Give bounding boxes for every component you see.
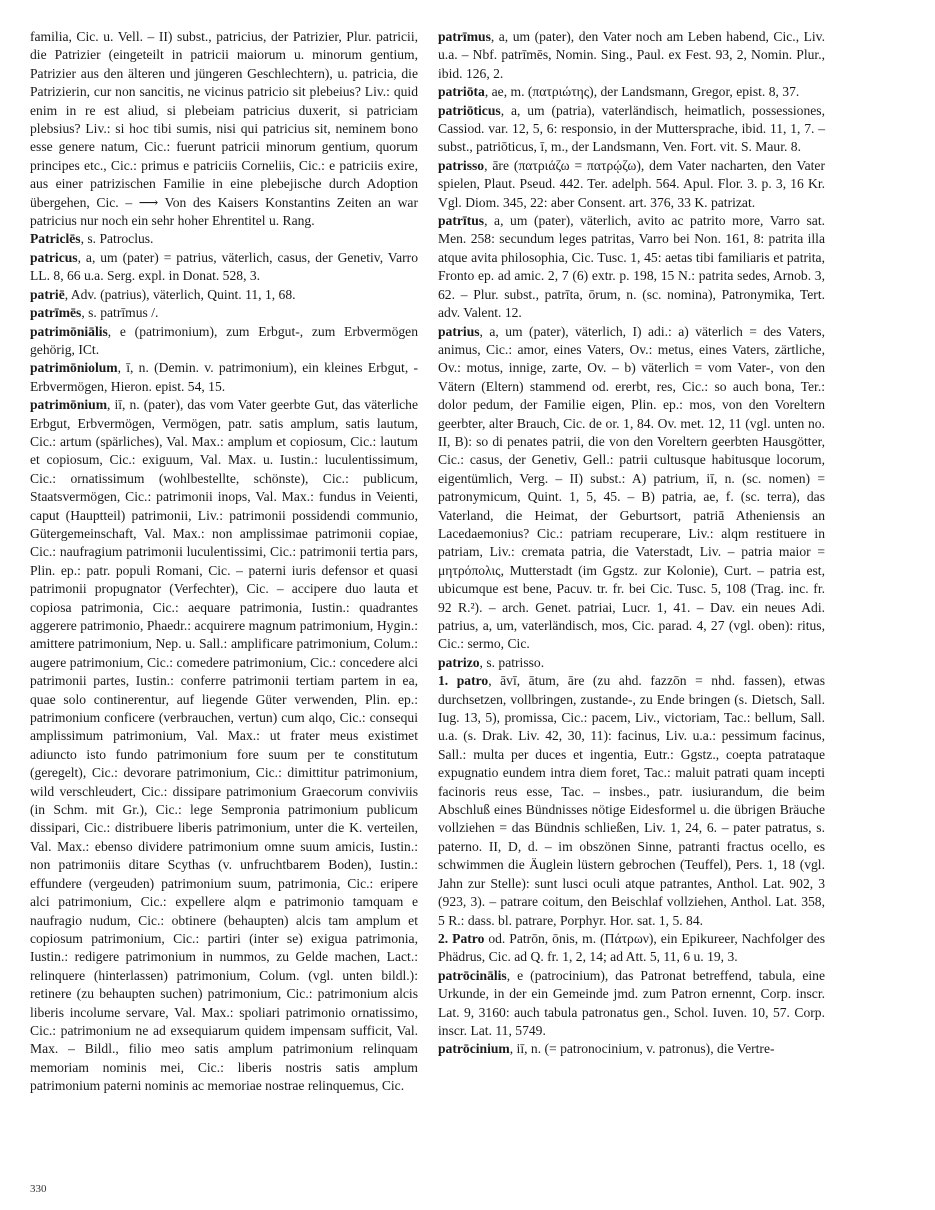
- dictionary-entry: [438, 967, 825, 1041]
- entry-text: , a, um (pater), väterlich, I) adi.: a) väterlich = des Vaters, animus, Cic.: amor, eines Vaters, Ov.: metus, eines Vaters, zärtliche, Ov.: motus, innige, zarte, Ov. – b) väterlich = vom Vater-, von den Vätern (Eltern) stammend od. ererbt, res, Cic.: so auch bona, Ter.: dolor pedum, der Familie eigen, Plin. ep.: mos, von den Voreltern geerbter, alter Brauch, Cic. de or. 1, 84. Ov. met. 12, 11 (vgl. unten no. II, B): so di penates patrii, die von den Voreltern geerbten Hausgötter, Cic.: casus, der Genetiv, Gell.: patrii cultusque habitusque locorum, eigentümlich, Verg. – II) subst.: A) patrium, iī, n. (sc. nomen) = patronymicum, Quint. 1, 5, 45. – B) patria, ae, f. (sc. terra), das Vaterland, die Heimat, der Geburtsort, patriā Atheniensis an Lacedaemonius? Cic.: patriam recuperare, Liv.: alqm restituere in patriam, Liv.: cremata patria, die Vaterstadt, Liv. – patria maior = μητρόπολις, Mutterstadt (im Ggstz. zur Kolonie), Curt. – patria est, ubicumque est bene, Pacuv. tr. fr. bei Cic. Tusc. 5, 108 (Trag. inc. fr. 92 R.²). – arch. Genet. patriai, Lucr. 1, 41. – Dav. ein neues Adi. patrius, a, um, vaterländisch, mos, Cic. parad. 4, 27 (vgl. oben): ritus, Cic.: sermo, Cic.: [438, 323, 825, 652]
- dictionary-entry: [438, 212, 825, 322]
- dictionary-entry: [438, 83, 825, 101]
- dictionary-entry: [438, 1040, 825, 1058]
- entry-text: , e (patrocinium), das Patronat betreffend, tabula, eine Urkunde, in der ein Gemeinde jmd. zum Patron ernennt, Corp. inscr. Lat. 9, 3160: auch tabula patronatus gen., Schol. Iuven. 10, 57. Corp. inscr. Lat. 11, 5749.: [438, 967, 825, 1038]
- page-number: 330: [30, 1183, 47, 1195]
- dictionary-entry: [30, 28, 418, 230]
- entry-text: , iī, n. (pater), das vom Vater geerbte Gut, das väterliche Erbgut, Erbvermögen, Vermögen, patr. satis amplum, satis lautum, Cic.: artum (spärliches), Val. Max.: amplum et copiosum, Cic.: lautum et copiosum, Cic.: exiguum, Val. Max. u. Iustin.: luculentissimum, Cic.: ornatissimum (wohlbestellte, schönste), Cic.: publicum, Staatsvermögen, Cic.: patrimonii inops, Val. Max.: fundus in Veienti, caput (Hauptteil) patrimonii, Liv.: patrimonii possidendi communio, Gütergemeinschaft, Val. Max.: non amplissimae patrimonii copiae, Cic.: naufragium patrimonii luculentissimi, Cic.: patrimonii tertia pars, Plin. ep.: patr. populi Romani, Cic. – paterni iuris defensor et quasi patrimonii propugnator (Verfechter), Cic. – accipere duo lauta et copiosa patrimonia, Cic.: aequare patrimonia, Iustin.: quadrantes aggerere patrimonio, Phaedr.: acquirere magnum patrimonium, Hygin.: amittere patrimonium, Nep. u. Sall.: amplificare patrimonium, Colum.: augere patrimonium, Cic.: comedere patrimonium, Cic.: concedere alci patrimonii partes, Iustin.: conferre patrimonii tertiam partem in ea, quae solo continerentur, auf liegende Güter verwenden, Plin. ep.: patrimonium conficere (verbrauchen, vertun) cum alqo, Cic.: consequi amplissimum patrimonium, Val. Max.: ut frater meus existimet adiuncto isto fundo patrimonium fore suum per te constitutum (geregelt), Cic.: devorare patrimonium, Cic.: dimittitur patrimonium, wild verschleudert, Cic.: dissipare patrimonium Graecorum conviviis (in Schm. mit Gr.), Cic.: lege Sempronia patrimonium publicum dissipari, Cic.: distribuere liberis patrimonium, unter die K. verteilen, Val. Max.: ebenso dividere patrimonium omne suum amicis, Iustin.: non patrimoniis ditare Scythas (v. unfruchtbarem Boden), Iustin.: effundere (vergeuden) patrimonium suum, patrimonia, Cic.: eripere alci patrimonium, Cic.: expellere alqm e patrimonio tamquam e naufragio nudum, Cic.: obtinere (behaupten) alcis tam amplum et copiosum patrimonium, Cic.: partiri (inter se) exigua patrimonia, Iustin.: redigere patrimonium in nummos, zu Gelde machen, Lact.: relinquere (hinterlassen) patrimonium, Colum. (vgl. unten bildl.): retinere (zu behaupten suchen) patrimonium, Cic.: patrimonium alcis liberis incolume servare, Val. Max.: spoliari patrimonio ornatissimo, Cic.: patrimonium ne ad exsequiarum quidem impensam sufficit, Val. Max. – Bildl., filio meo satis amplum patrimonium relinquam memoriam nominis mei, Cic.: liberis nostris satis amplum patrimonium paterni nominis ac memoriae nostrae relinquemus, Cic.: [30, 397, 418, 1094]
- entry-text: , a, um (pater) = patrius, väterlich, casus, der Genetiv, Varro LL. 8, 66 u.a. Serg. expl. in Donat. 528, 3.: [30, 249, 418, 284]
- entry-text: , iī, n. (= patronocinium, v. patronus), die Vertre-: [509, 1041, 775, 1057]
- entry-headword: 2. Patro: [438, 930, 485, 946]
- entry-text: , e (patrimonium), zum Erbgut-, zum Erbvermögen gehörig, ICt.: [30, 323, 418, 357]
- left-column: [30, 28, 418, 1096]
- entry-text: , Adv. (patrius), väterlich, Quint. 11, 1, 68.: [64, 286, 296, 302]
- right-column: [438, 28, 825, 1059]
- entry-headword: Patriclēs: [30, 231, 81, 247]
- entry-headword: patrīmus: [438, 29, 491, 44]
- entry-text: od. Patrōn, ōnis, m. (Πάτρων), ein Epikureer, Nachfolger des Phädrus, Cic. ad Q. fr. 1, 2, 14; ad Att. 5, 11, 6 u. 19, 3.: [438, 930, 825, 965]
- entry-headword: patrimōniolum: [30, 360, 118, 376]
- entry-headword: patrītus: [438, 213, 485, 229]
- dictionary-entry: [30, 323, 418, 360]
- entry-headword: patrius: [438, 323, 480, 339]
- dictionary-entry: [438, 930, 825, 967]
- entry-text: familia, Cic. u. Vell. – II) subst., patricius, der Patrizier, Plur. patricii, die Patrizier (eingeteilt in patricii maiorum u. minorum gentium, Patrizier aus den älteren und jüngeren Geschlechtern), u. patricia, die Patrizierin, cur non sancitis, ne vicinus patricio sit plebeius? Liv.: quid enim in re est aliud, si plebeiam patricius duxerit, si patriciam plebsius? Liv.: si hoc tibi sumis, nisi qui patricius sit, neminem bono esse genere natum, Cic.: fuerunt patricii minorum gentium, quorum principes etc., Cic.: primus e patriciis Corneliis, Cic.: e patriciis exire, aus einer patrizischen Familie in eine plebejische durch Adoption übergehen, Cic. – ⟶ Von des Kaisers Konstantins Zeiten an war patricius nur noch ein sehr hoher Ehrentitel u. Rang.: [30, 29, 418, 229]
- entry-text: , āre (πατριάζω = πατρῴζω), dem Vater nacharten, den Vater spielen, Plaut. Pseud. 442. Ter. adelph. 564. Apul. Flor. 3. p. 3, 16 Kr. Vgl. Diom. 345, 22: aber Consent. art. 376, 33 K. patrizat.: [438, 157, 825, 210]
- dictionary-entry: [30, 359, 418, 396]
- entry-text: , a, um (patria), vaterländisch, heimatlich, possessiones, Cassiod. var. 12, 5, 6: responsio, in der Muttersprache, ibid. 11, 1, 7. – subst., patriōticus, ī, m., der Landsmann, Ven. Fort. vit. S. Maur. 8.: [438, 102, 825, 155]
- entry-text: , s. Patroclus.: [80, 231, 154, 247]
- entry-headword: patricus: [30, 249, 78, 265]
- entry-headword: patrīmēs: [30, 305, 82, 321]
- dictionary-entry: [30, 249, 418, 286]
- dictionary-entry: [30, 304, 418, 322]
- dictionary-entry: [438, 28, 825, 83]
- dictionary-entry: [30, 230, 418, 248]
- dictionary-entry: [438, 157, 825, 212]
- entry-headword: patrimōnium: [30, 397, 108, 413]
- dictionary-entry: [438, 672, 825, 930]
- dictionary-entry: [438, 654, 825, 672]
- entry-headword: patrōcinium: [438, 1041, 510, 1057]
- dictionary-entry: [30, 396, 418, 1095]
- entry-text: , s. patrīmus /.: [81, 305, 159, 321]
- entry-headword: patrizo: [438, 654, 480, 670]
- entry-text: , ae, m. (πατριώτης), der Landsmann, Gregor, epist. 8, 37.: [484, 84, 800, 100]
- entry-headword: patriōticus: [438, 102, 501, 118]
- entry-text: , a, um (pater), väterlich, avito ac patrito more, Varro sat. Men. 258: secundum leges patritas, Varro bei Non. 161, 8: patrita illa atque avita philosophia, Cic. Tusc. 1, 45: aetas tibi familiaris et patrita, Fronto ep. ad amic. 2, 7 (6) extr. p. 198, 15 N.: patrita sedes, Arnob. 3, 62. – Plur. subst., patrīta, ōrum, n. (sc. nomina), Patronymika, Tert. adv. Valent. 12.: [438, 213, 825, 321]
- entry-headword: patrimōniālis: [30, 323, 108, 339]
- entry-text: , āvī, ātum, āre (zu ahd. fazzōn = nhd. fassen), etwas durchsetzen, vollbringen, zustande-, zu Ende bringen (s. Dietsch, Sall. Iug. 13, 5), promissa, Cic.: pacem, Liv., victoriam, Tac.: bellum, Sall. u.a. (s. Drak. Liv. 42, 30, 11): facinus, Liv. u.a.: pessimum facinus, Sall.: multa per duces et ingentia, Eutr.: Ggstz., coepta patrataque expugnatio eundem intra diem foret, Tac.: maluit patrati quam incepti facinoris reus esse, Tac. – insbes., patr. iusiurandum, die beim Abschluß eines Bündnisses nötige Eidesformel u. die übrigen Bräuche vollziehen = das Bündnis schließen, Liv. 1, 24, 6. – pater patratus, s. paterno. II, D, d. – im obszönen Sinne, patranti fractus ocello, es schwimmen die Äuglein lüstern gebrochen (Teuffel), Pers. 1, 18 (vgl. Jahn zur Stelle): sunt lusci oculi atque patrantes, Anthol. Lat. 902, 3 (923, 3). – patrare coitum, den Beischlaf vollziehen, Anthol. Lat. 358, 5 R.: dass. bl. patrare, Porphyr. Hor. sat. 1, 5. 84.: [438, 673, 826, 928]
- entry-headword: 1. patro: [438, 673, 489, 689]
- entry-headword: patrisso: [438, 157, 485, 173]
- dictionary-entry: [438, 323, 825, 654]
- entry-text: , ī, n. (Demin. v. patrimonium), ein kleines Erbgut, -Erbvermögen, Hieron. epist. 54, 15.: [30, 360, 418, 394]
- entry-text: , a, um (pater), den Vater noch am Leben habend, Cic., Liv. u.a. – Nbf. patrīmēs, Nomin. Sing., Paul. ex Fest. 93, 2, Nomin. Plur., ibid. 126, 2.: [438, 29, 825, 81]
- entry-headword: patriē: [30, 286, 65, 302]
- entry-headword: patrōcinālis: [438, 967, 507, 983]
- entry-headword: patriōta: [438, 84, 485, 100]
- dictionary-entry: [30, 286, 418, 304]
- entry-text: , s. patrisso.: [479, 654, 545, 670]
- dictionary-entry: [438, 102, 825, 157]
